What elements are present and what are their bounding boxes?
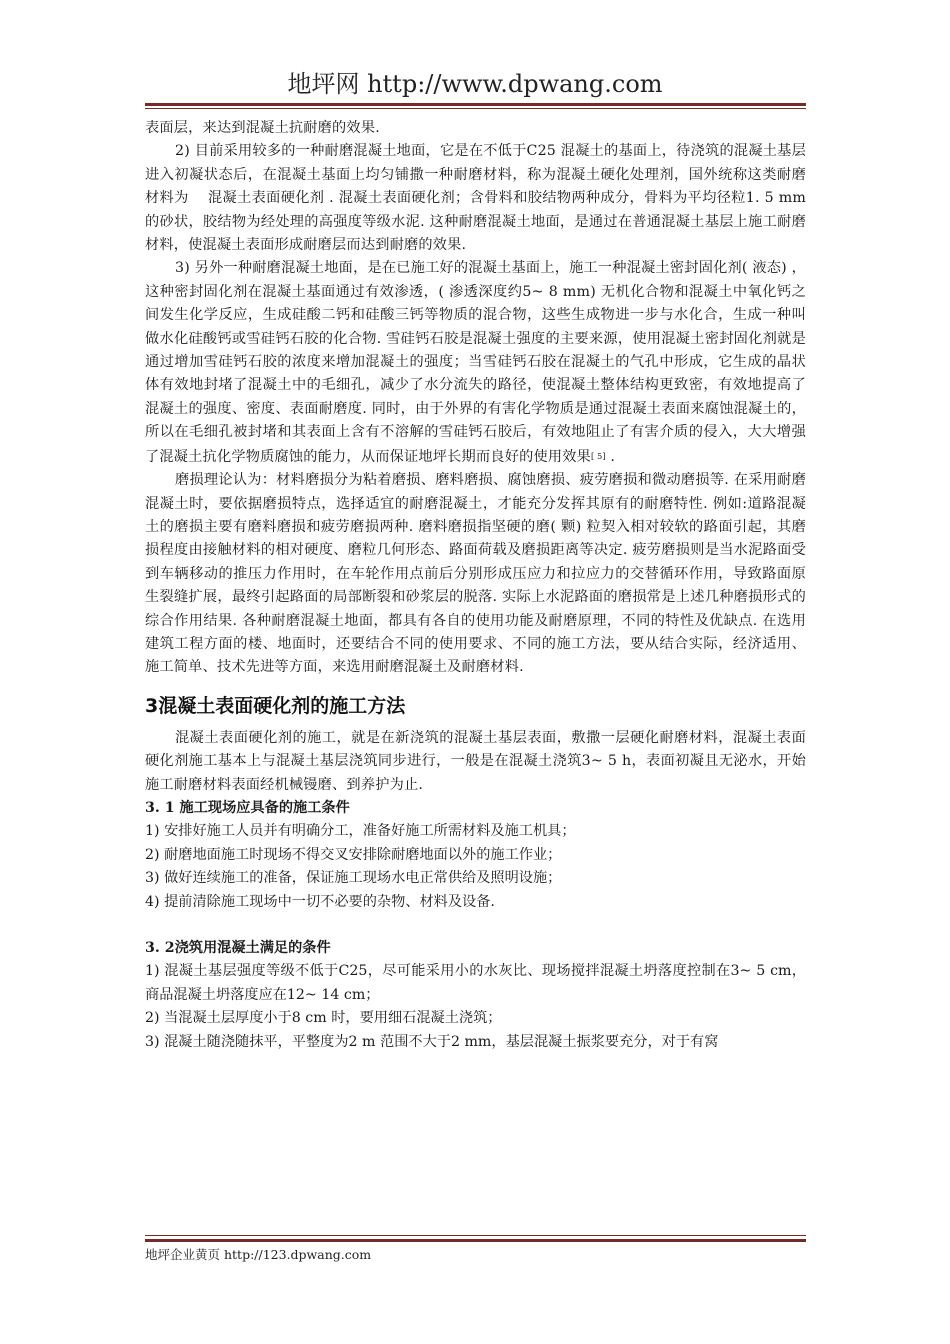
paragraph-2: 2) 目前采用较多的一种耐磨混凝土地面，它是在不低于C25 混凝土的基面上，待浇筑的混凝土基层进入初凝状态后，在混凝土基面上均匀铺撒一种耐磨材料，称为混凝土硬化处理剂，国外统称这类耐磨材料为 混凝土表面硬化剂 . 混凝土表面硬化剂；含骨料和胶结物两种成分，骨料为平均径粒1. 5 mm 的砂状，胶结物为经处理的高强度等级水泥. 这种耐磨混凝土地面，是通过在普通混凝土基层上施工耐磨材料，使混凝土表面形成耐磨层而达到耐磨的效果. [145,143,806,254]
header-rule-thick [145,103,806,106]
paragraph-3-tail: . [605,448,616,465]
section-3-intro: 混凝土表面硬化剂的施工，就是在新浇筑的混凝土基层表面，敷撒一层硬化耐磨材料，混凝土表面硬化剂施工基本上与混凝土基层浇筑同步进行，一般是在混凝土浇筑3~ 5 h，表面初凝且无泌水，开始施工耐磨材料表面经机械镘磨、到养护为止. [145,729,806,793]
list-item: 3) 混凝土随浇随抹平，平整度为2 m 范围不大于2 mm，基层混凝土振浆要充分，对于有窝 [145,1033,719,1050]
paragraph-3-text: 3) 另外一种耐磨混凝土地面，是在已施工好的混凝土基面上，施工一种混凝土密封固化剂( 液态) ，这种密封固化剂在混凝土基面通过有效渗透，( 渗透深度约5~ 8 mm) 无机化合物和混凝土中氧化钙之间发生化学反应，生成硅酸二钙和硅酸三钙等物质的混合物，这些生成物进一步与水化合，生成一种叫做水化硅酸钙或雪硅钙石胶的化合物. 雪硅钙石胶是混凝土强度的主要来源，使用混凝土密封固化剂就是通过增加雪硅钙石胶的浓度来增加混凝土的强度；当雪硅钙石胶在混凝土的气孔中形成，它生成的晶状体有效地封堵了混凝土中的毛细孔，减少了水分流失的路径，使混凝土整体结构更致密，有效地提高了混凝土的强度、密度、表面耐磨度. 同时，由于外界的有害化学物质是通过混凝土表面来腐蚀混凝土的，所以在毛细孔被封堵和其表面上含有不溶解的雪硅钙石胶后，有效地阻止了有害介质的侵入，大大增强了混凝土抗化学物质腐蚀的能力，从而保证地坪长期而良好的使用效果 [145,260,806,465]
header-title: 地坪网 http://www.dpwang.com [287,70,663,98]
footer-rule-thin [145,1235,806,1236]
citation-5: [ 5] [591,451,606,461]
footer-text: 地坪企业黄页 http://123.dpwang.com [145,1247,372,1262]
list-item: 1) 安排好施工人员并有明确分工，准备好施工所需材料及施工机具； [145,823,576,840]
document-body [145,117,806,1054]
list-item: 1) 混凝土基层强度等级不低于C25，尽可能采用小的水灰比、现场搅拌混凝土坍落度控制在3~ 5 cm，商品混凝土坍落度应在12~ 14 cm； [145,963,806,1003]
paragraph-4: 磨损理论认为：材料磨损分为粘着磨损、磨料磨损、腐蚀磨损、疲劳磨损和微动磨损等. 在采用耐磨混凝土时，要依据磨损特点，选择适宜的耐磨混凝土，才能充分发挥其原有的耐磨特性. 例如:道路混凝土的磨损主要有磨料磨损和疲劳磨损两种. 磨料磨损指坚硬的磨( 颗) 粒契入相对较软的路面引起，其磨损程度由接触材料的相对硬度、磨粒几何形态、路面荷载及磨损距离等决定. 疲劳磨损则是当水泥路面受到车辆移动的推压力作用时，在车轮作用点前后分别形成压应力和拉应力的交替循环作用，导致路面原生裂缝扩展，最终引起路面的局部断裂和砂浆层的脱落. 实际上水泥路面的磨损常是上述几种磨损形式的综合作用结果. 各种耐磨混凝土地面，都具有各自的使用功能及耐磨原理，不同的特性及优缺点. 在选用建筑工程方面的楼、地面时，还要结合不同的使用要求、不同的施工方法，要从结合实际，经济适用、施工简单、技术先进等方面，来选用耐磨混凝土及耐磨材料. [145,472,806,676]
subsection-3-2-heading: 3. 2浇筑用混凝土满足的条件 [145,940,331,956]
footer-rule-thick [145,1239,806,1242]
list-item: 3) 做好连续施工的准备，保证施工现场水电正常供给及照明设施； [145,870,562,887]
paragraph-3 [145,257,806,469]
spacer [145,914,806,937]
subsection-3-1-heading: 3. 1 施工现场应具备的施工条件 [145,799,350,816]
paragraph-1: 表面层，来达到混凝土抗耐磨的效果. [145,120,380,136]
section-3-heading: 3混凝土表面硬化剂的施工方法 [145,694,406,717]
header-rule-thin [145,108,806,109]
list-item: 4) 提前清除施工现场中一切不必要的杂物、材料及设备. [145,893,495,910]
list-item: 2) 耐磨地面施工时现场不得交叉安排除耐磨地面以外的施工作业； [145,846,562,863]
list-item: 2) 当混凝土层厚度小于8 cm 时，要用细石混凝土浇筑； [145,1010,502,1027]
